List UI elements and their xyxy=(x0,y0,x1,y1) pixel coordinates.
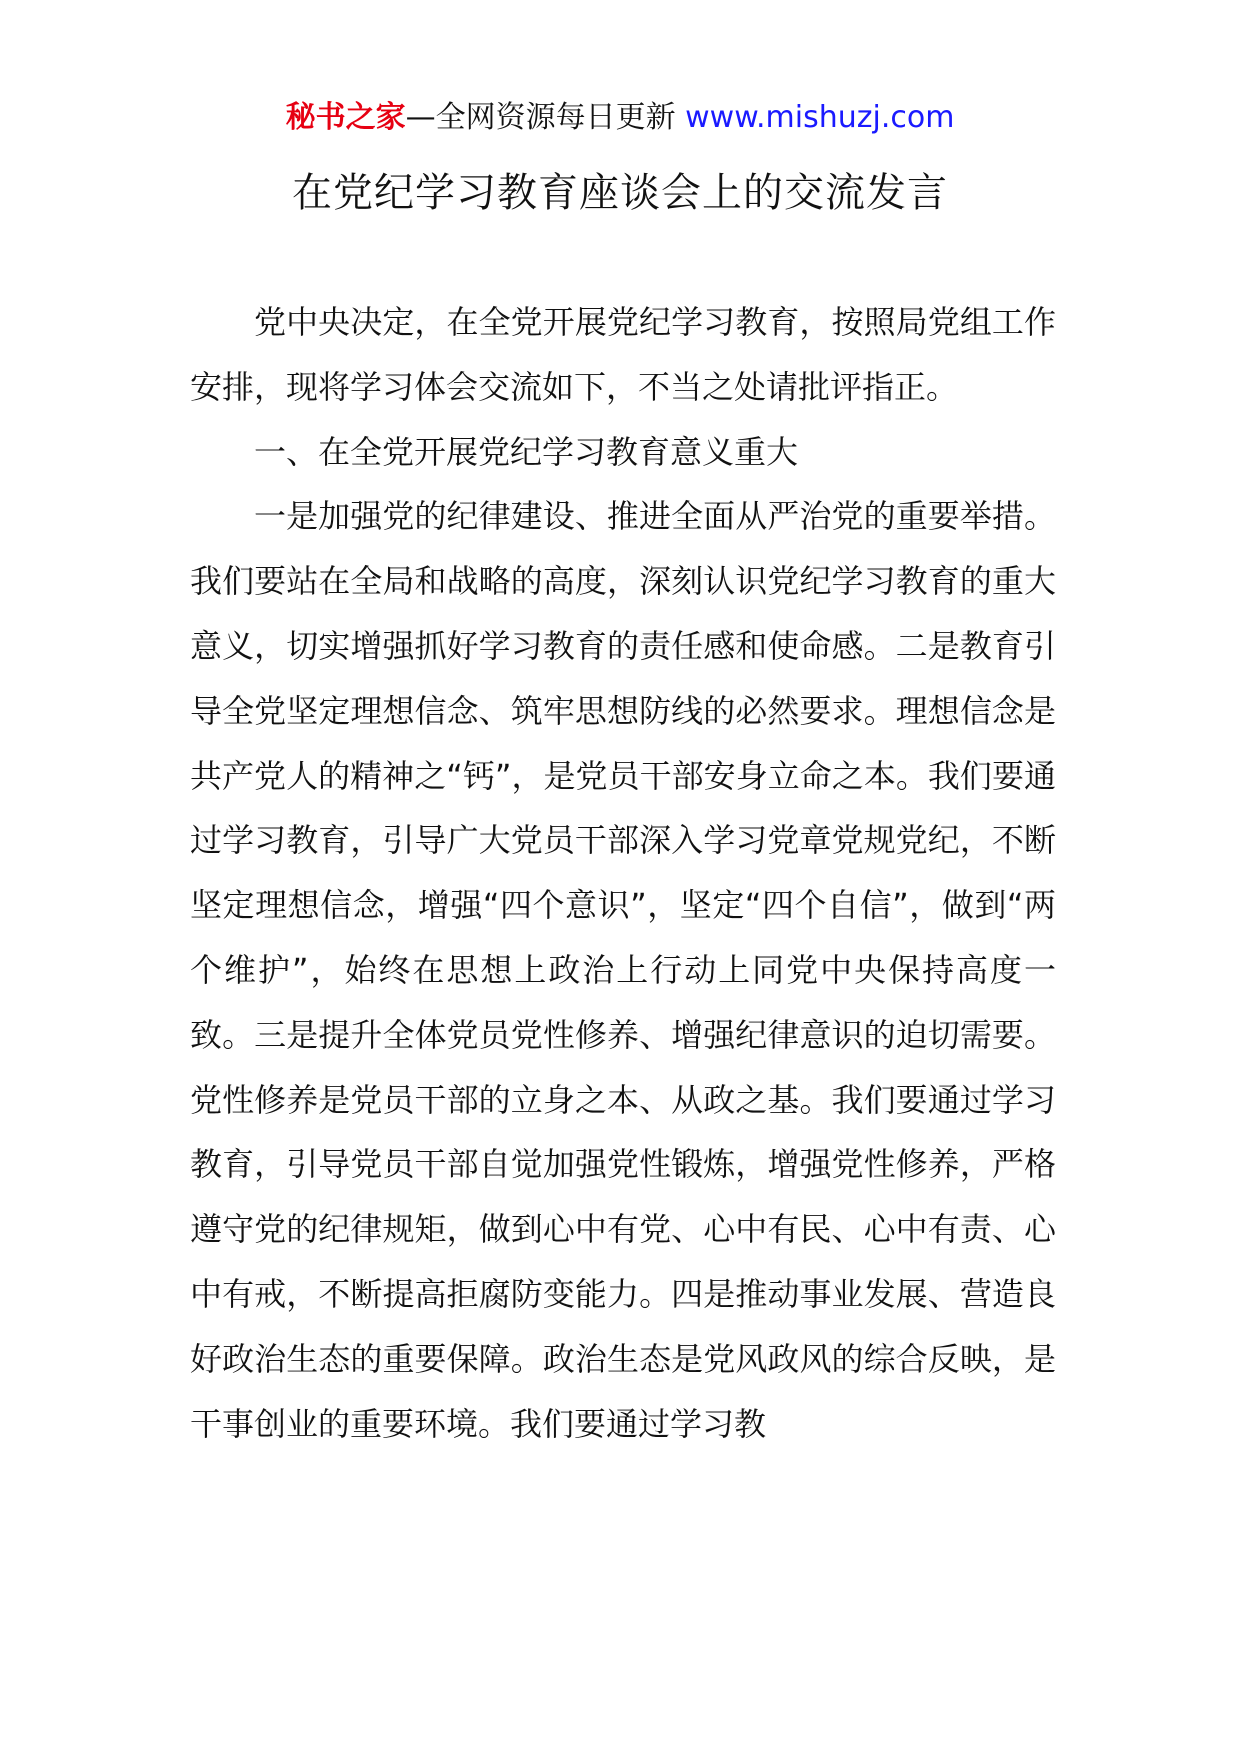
brand-name: 秘书之家 xyxy=(285,100,406,135)
site-header xyxy=(0,98,1240,138)
body-paragraph: 一是加强党的纪律建设、推进全面从严治党的重要举措。我们要站在全局和战略的高度，深刻认识党纪学习教育的重大意义，切实增强抓好学习教育的责任感和使命感。二是教育引导全党坚定理想信念、筑牢思想防线的必然要求。理想信念是共产党人的精神之“钙”，是党员干部安身立命之本。我们要通过学习教育，引导广大党员干部深入学习党章党规党纪，不断坚定理想信念，增强“四个意识”，坚定“四个自信”，做到“两个维护”，始终在思想上政治上行动上同党中央保持高度一致。三是提升全体党员党性修养、增强纪律意识的迫切需要。党性修养是党员干部的立身之本、从政之基。我们要通过学习教育，引导党员干部自觉加强党性锻炼，增强党性修养，严格遵守党的纪律规矩，做到心中有党、心中有民、心中有责、心中有戒，不断提高拒腐防变能力。四是推动事业发展、营造良好政治生态的重要保障。政治生态是党风政风的综合反映，是干事创业的重要环境。我们要通过学习教 xyxy=(190,497,1056,1443)
section-heading: 一、在全党开展党纪学习教育意义重大 xyxy=(254,432,799,471)
intro-paragraph: 党中央决定，在全党开展党纪学习教育，按照局党组工作安排，现将学习体会交流如下，不当之处请批评指正。 xyxy=(190,303,1056,406)
site-url-link[interactable]: www.mishuzj.com xyxy=(685,100,955,135)
document-body xyxy=(190,290,1056,1456)
header-tagline: —全网资源每日更新 xyxy=(405,100,676,135)
document-title: 在党纪学习教育座谈会上的交流发言 xyxy=(292,170,948,216)
